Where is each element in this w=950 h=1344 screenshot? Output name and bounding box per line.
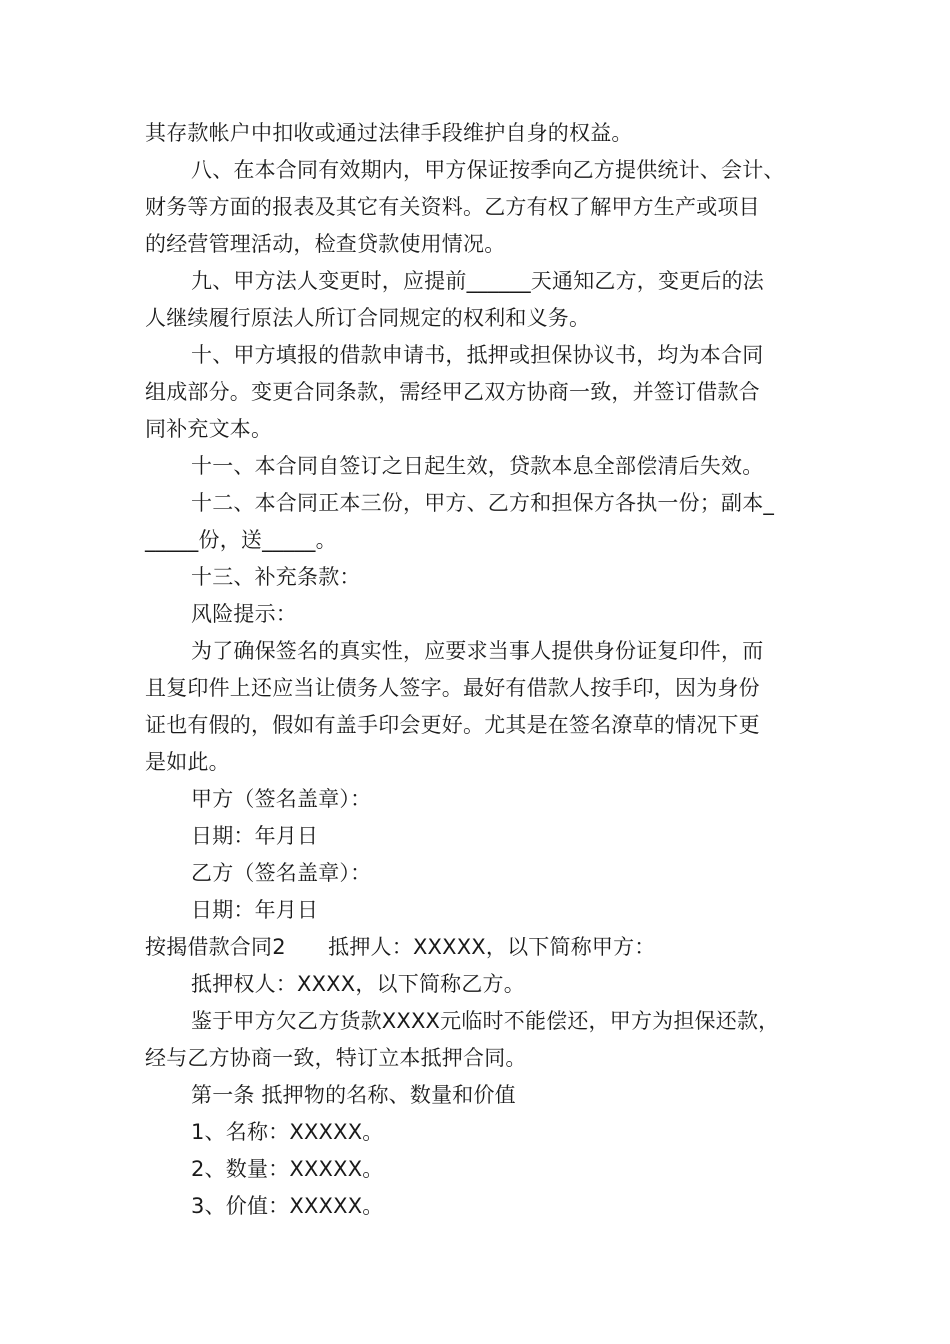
paragraph-line: 抵押权人：XXXX，以下简称乙方。 — [191, 972, 525, 996]
list-item: 2、数量：XXXXX。 — [191, 1157, 384, 1181]
paragraph-line: 同补充文本。 — [145, 417, 273, 441]
paragraph-line: _____份，送_____。 — [145, 528, 337, 552]
paragraph-line: 八、在本合同有效期内，甲方保证按季向乙方提供统计、会计、 — [191, 158, 785, 182]
paragraph-line: 其存款帐户中扣收或通过法律手段维护自身的权益。 — [145, 121, 633, 145]
date-line: 日期：年月日 — [191, 898, 319, 922]
paragraph-line: 经与乙方协商一致，特订立本抵押合同。 — [145, 1046, 527, 1070]
date-line: 日期：年月日 — [191, 824, 319, 848]
paragraph-line: 为了确保签名的真实性，应要求当事人提供身份证复印件，而 — [191, 639, 764, 663]
paragraph-line: 且复印件上还应当让债务人签字。最好有借款人按手印，因为身份 — [145, 676, 760, 700]
paragraph-line: 风险提示： — [191, 602, 297, 626]
contract-heading-line: 按揭借款合同2 抵押人：XXXXX，以下简称甲方： — [145, 935, 656, 959]
paragraph-line: 人继续履行原法人所订合同规定的权利和义务。 — [145, 306, 591, 330]
paragraph-line: 组成部分。变更合同条款，需经甲乙双方协商一致，并签订借款合 — [145, 380, 760, 404]
paragraph-line: 财务等方面的报表及其它有关资料。乙方有权了解甲方生产或项目 — [145, 195, 760, 219]
paragraph-line: 九、甲方法人变更时，应提前______天通知乙方，变更后的法 — [191, 269, 764, 293]
list-item: 3、价值：XXXXX。 — [191, 1194, 384, 1218]
paragraph-line: 十一、本合同自签订之日起生效，贷款本息全部偿清后失效。 — [191, 454, 764, 478]
paragraph-line: 是如此。 — [145, 750, 230, 774]
paragraph-line: 的经营管理活动，检查贷款使用情况。 — [145, 232, 506, 256]
paragraph-line: 证也有假的，假如有盖手印会更好。尤其是在签名潦草的情况下更 — [145, 713, 760, 737]
document-page — [145, 115, 825, 1225]
paragraph-line: 十、甲方填报的借款申请书，抵押或担保协议书，均为本合同 — [191, 343, 764, 367]
article-heading: 第一条 抵押物的名称、数量和价值 — [191, 1083, 516, 1107]
paragraph-line: 鉴于甲方欠乙方货款XXXX元临时不能偿还，甲方为担保还款， — [191, 1009, 780, 1033]
signature-line-party-a: 甲方（签名盖章）： — [191, 787, 372, 811]
signature-line-party-b: 乙方（签名盖章）： — [191, 861, 372, 885]
list-item: 1、名称：XXXXX。 — [191, 1120, 384, 1144]
paragraph-line: 十三、补充条款： — [191, 565, 361, 589]
paragraph-line: 十二、本合同正本三份，甲方、乙方和担保方各执一份；副本_ — [191, 491, 775, 515]
